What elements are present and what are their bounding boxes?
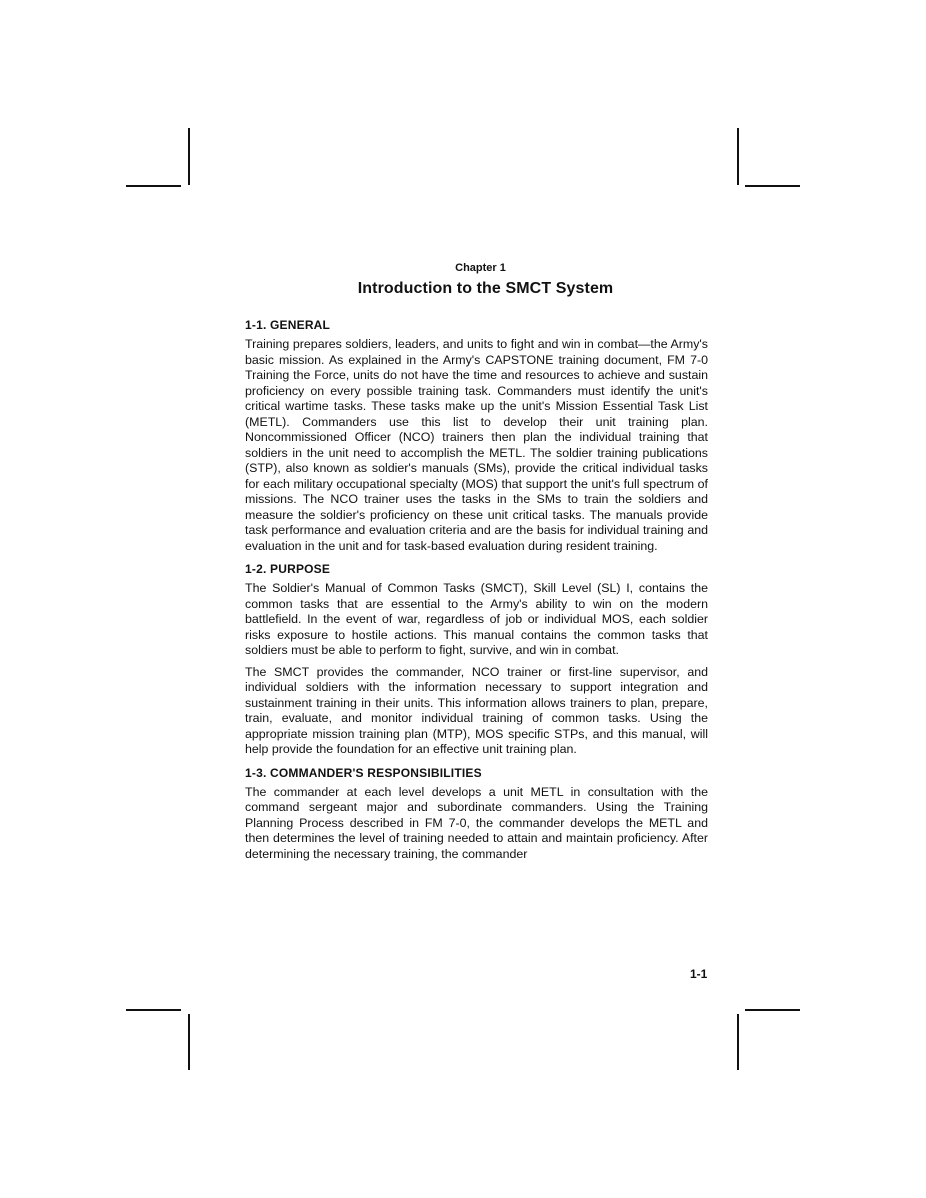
section-heading: 1-1. GENERAL <box>245 318 331 332</box>
section-paragraph: The SMCT provides the commander, NCO trainer or first-line supervisor, and individual soldiers with the information necessary to support integration and sustainment training in their units. This information allows trainers to plan, prepare, train, evaluate, and monitor individual training of common tasks. Using the appropriate mission training plan (MTP), MOS specific STPs, and this manual, will help provide the foundation for an effective unit training plan. <box>245 664 708 756</box>
section-purpose <box>245 562 708 758</box>
section-heading: 1-3. COMMANDER'S RESPONSIBILITIES <box>245 765 482 780</box>
page-number: 1-1 <box>690 967 708 981</box>
section-general <box>245 318 708 554</box>
crop-mark-bottom-right-horizontal <box>745 1009 800 1011</box>
section-heading: 1-2. PURPOSE <box>245 562 331 576</box>
chapter-label: Chapter 1 <box>455 262 506 274</box>
section-paragraph: The Soldier's Manual of Common Tasks (SMCT), Skill Level (SL) I, contains the common tasks that are essential to the Army's ability to win on the modern battlefield. In the event of war, regardless of job or individual MOS, each soldier risks exposure to hostile actions. This manual contains the common tasks that soldiers must be able to perform to fight, survive, and win in combat. <box>245 581 708 657</box>
crop-mark-bottom-left-horizontal <box>126 1009 181 1011</box>
section-paragraph: The commander at each level develops a unit METL in consultation with the command sergeant major and subordinate commanders. Using the Training Planning Process described in FM 7-0, the commander develops the METL and then determines the level of training needed to attain and maintain proficiency. After determining the necessary training, the commander <box>245 784 708 861</box>
chapter-title: Introduction to the SMCT System <box>357 280 614 297</box>
crop-mark-top-right-horizontal <box>745 185 800 187</box>
crop-mark-top-right-vertical <box>737 128 739 185</box>
section-commanders-responsibilities <box>245 766 708 863</box>
crop-mark-top-left-vertical <box>188 128 190 185</box>
section-paragraph: Training prepares soldiers, leaders, and units to fight and win in combat—the Army's basic mission. As explained in the Army's CAPSTONE training document, FM 7-0 Training the Force, units do not have the time and resources to achieve and sustain proficiency on every possible training task. Commanders must identify the unit's critical wartime tasks. These tasks make up the unit's Mission Essential Task List (METL). Commanders use this list to develop their unit training plan. Noncommissioned Officer (NCO) trainers then plan the individual training that soldiers in the unit need to accomplish the METL. The soldier training publications (STP), also known as soldier's manuals (SMs), provide the critical individual tasks for each military occupational specialty (MOS) that support the unit's full spectrum of missions. The NCO trainer uses the tasks in the SMs to train the soldiers and measure the soldier's proficiency on these unit critical tasks. The manuals provide task performance and evaluation criteria and are the basis for individual training and evaluation in the unit and for task-based evaluation during resident training. <box>245 337 708 553</box>
crop-mark-top-left-horizontal <box>126 185 181 187</box>
page-body <box>245 262 708 868</box>
crop-mark-bottom-left-vertical <box>188 1014 190 1070</box>
crop-mark-bottom-right-vertical <box>737 1014 739 1070</box>
